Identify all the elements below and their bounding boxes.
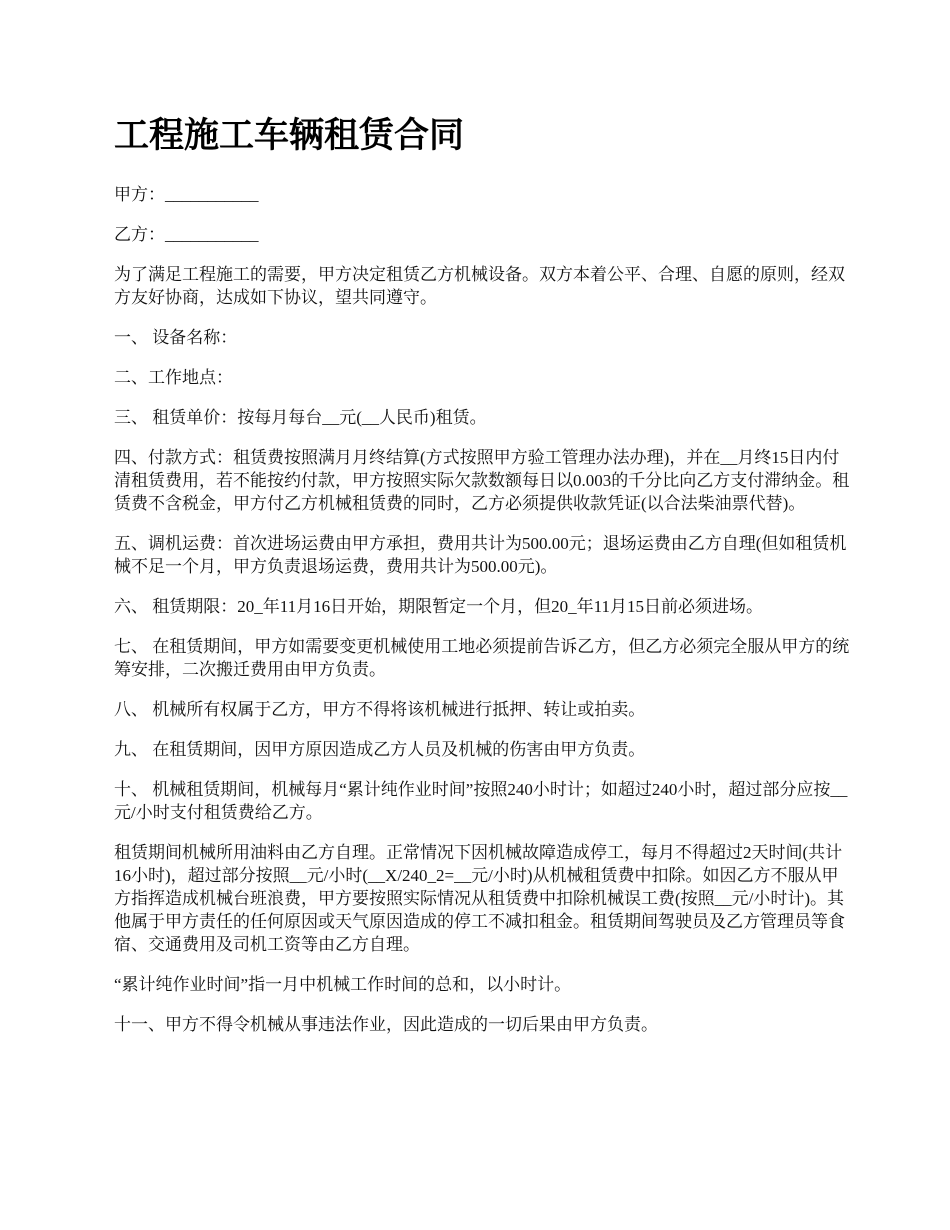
clause-10-working-hours: 十、 机械租赁期间，机械每月“累计纯作业时间”按照240小时计；如超过240小时，超过部分应按__元/小时支付租赁费给乙方。 [114,780,848,822]
clause-7-site-change: 七、 在租赁期间，甲方如需要变更机械使用工地必须提前告诉乙方，但乙方必须完全服从甲方的统筹安排，二次搬迁费用由甲方负责。 [114,637,850,679]
working-hours-definition: “累计纯作业时间”指一月中机械工作时间的总和，以小时计。 [114,975,572,994]
clause-8-ownership: 八、 机械所有权属于乙方，甲方不得将该机械进行抵押、转让或拍卖。 [114,700,646,719]
clause-6-lease-term: 六、 租赁期限：20_年11月16日开始，期限暂定一个月，但20_年11月15日前必须进场。 [114,597,763,616]
clause-9-liability: 九、 在租赁期间，因甲方原因造成乙方人员及机械的伤害由甲方负责。 [114,740,646,759]
document-title: 工程施工车辆租赁合同 [114,116,465,155]
party-a-line: 甲方：___________ [114,185,259,204]
clause-4-payment: 四、付款方式：租赁费按照满月月终结算(方式按照甲方验工管理办法办理)，并在__月终15日内付清租赁费用，若不能按约付款，甲方按照实际欠款数额每日以0.003的千分比向乙方支付滞纳金。租赁费不含税金，甲方付乙方机械租赁费的同时，乙方必须提供收款凭证(以合法柴油票代替)。 [114,448,850,513]
party-b-line: 乙方：___________ [114,225,259,244]
fuel-and-downtime-paragraph: 租赁期间机械所用油料由乙方自理。正常情况下因机械故障造成停工，每月不得超过2天时间(共计16小时)，超过部分按照__元/小时(__X/240_2=__元/小时)从机械租赁费中扣除。如因乙方不服从甲方指挥造成机械台班浪费，甲方要按照实际情况从租赁费中扣除机械误工费(按照__元/小时计)。其他属于甲方责任的任何原因或天气原因造成的停工不减扣租金。租赁期间驾驶员及乙方管理员等食宿、交通费用及司机工资等由乙方自理。 [114,843,845,954]
clause-5-transport-fee: 五、调机运费：首次进场运费由甲方承担，费用共计为500.00元；退场运费由乙方自理(但如租赁机械不足一个月，甲方负责退场运费，费用共计为500.00元)。 [114,534,847,576]
clause-2-work-site: 二、工作地点： [114,368,233,387]
preamble-paragraph: 为了满足工程施工的需要，甲方决定租赁乙方机械设备。双方本着公平、合理、自愿的原则，经双方友好协商，达成如下协议，望共同遵守。 [114,265,845,307]
clause-1-equipment-name: 一、 设备名称： [114,328,238,347]
clause-3-unit-price: 三、 租赁单价：按每月每台__元(__人民币)租赁。 [114,408,487,427]
clause-11-illegal-operation: 十一、甲方不得令机械从事违法作业，因此造成的一切后果由甲方负责。 [114,1015,658,1034]
document-page [114,112,854,1053]
